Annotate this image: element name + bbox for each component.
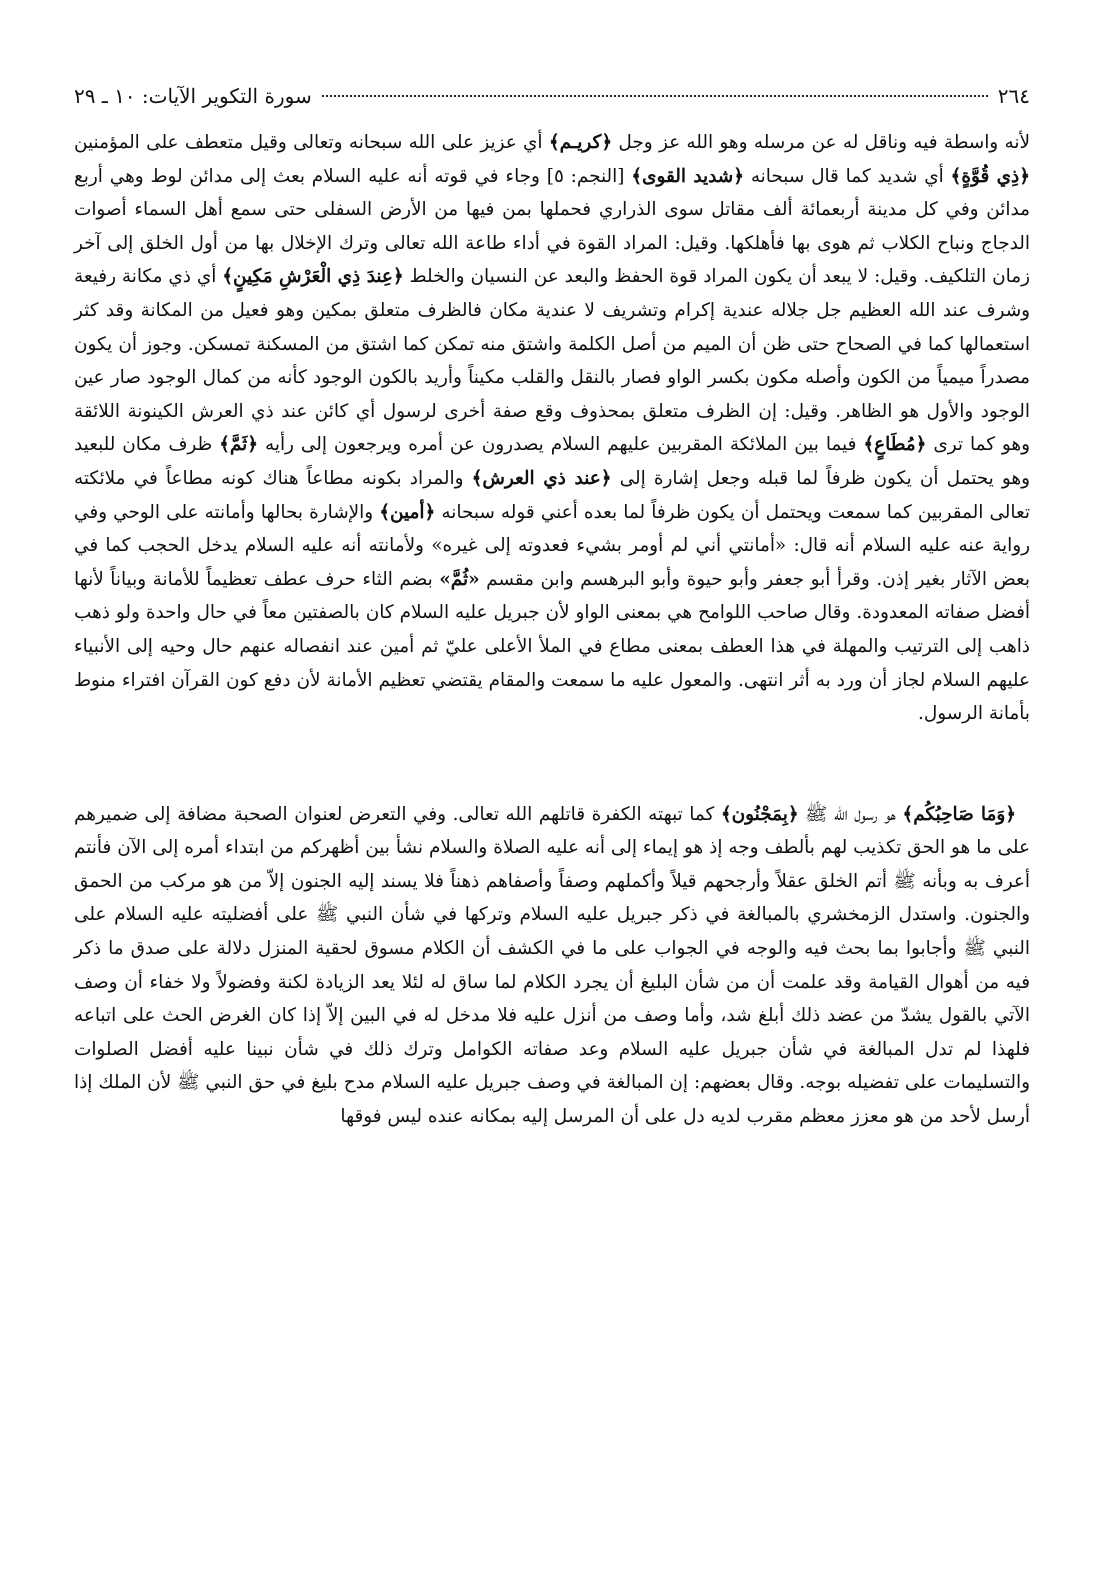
page-body (74, 126, 1030, 1134)
quran-quote: ﴿بِمَجْنُون﴾ (720, 803, 799, 825)
text-segment: بضم الثاء حرف عطف تعظيماً للأمانة وبياناً لأنها أفضل صفاته المعدودة. وقال صاحب اللوامح هي بمعنى الواو لأن جبريل عليه السلام كان بالصفتين معاً في حال واحدة ولو ذهب ذاهب إلى الترتيب والمهلة في هذا العطف بمعنى مطاع في الملأ الأعلى عليّ ثم أمين عند انفصاله عنهم حال وحيه إلى الأنبياء عليهم السلام لجاز أن ورد به أثر انتهى. والمعول عليه ما سمعت والمقام يقتضي تعظيم الأمانة لأن دفع كون القرآن افتراء منوط بأمانة الرسول. (74, 568, 1030, 725)
text-segment: لأنه واسطة فيه وناقل له عن مرسله وهو الله عز وجل (612, 132, 1030, 153)
quran-quote: ﴿أمين﴾ (379, 501, 436, 523)
header-title: سورة التكوير الآيات: ١٠ ـ ٢٩ (74, 84, 312, 108)
text-segment: ظرف مكان للبعيد وهو يحتمل أن يكون ظرفاً لما قبله وجعل إشارة إلى (74, 434, 1030, 489)
text-segment: [النجم: ٥] وجاء في قوته أنه عليه السلام بعث إلى مدائن لوط وهي أربع مدائن وفي كل مدينة أربعمائة ألف مقاتل سوى الذراري فحملها بمن فيها من الأرض السفلى حتى سمع أهل السماء أصوات الدجاج ونباح الكلاب ثم هوى بها فأهلكها. وقيل: المراد القوة في أداء طاعة الله تعالى وترك الإخلال بها من أول الخلق إلى آخر زمان التلكيف. وقيل: لا يبعد أن يكون المراد قوة الحفظ والبعد عن النسيان والخلط (74, 165, 1030, 288)
quran-quote: ﴿شديد القوى﴾ (631, 165, 744, 187)
quran-quote: ﴿كريـم﴾ (548, 132, 613, 153)
quran-quote: ﴿ثَمَّ﴾ (219, 434, 259, 456)
text-segment: والمراد بكونه مطاعاً هناك كونه مطاعاً في ملائكته تعالى المقربين كما سمعت ويحتمل أن يكون ظرفاً لما بعده أعني قوله سبحانه (74, 467, 1030, 523)
header-dot-leader (322, 95, 988, 97)
quran-quote: ﴿وَمَا صَاحِبُكُم﴾ (902, 803, 1016, 825)
text-segment: والإشارة بحالها وأمانته على الوحي وفي رواية عنه عليه السلام أنه قال: «أمانتي أني لم أومر بشيء فعدوته إلى غيره» ولأمانته أنه عليه السلام يدخل الحجب كما في بعض الآثار بغير إذن. وقرأ أبو جعفر وأبو حيوة وأبو البرهسم وابن مقسم (74, 501, 1030, 590)
paragraph-1 (74, 126, 1030, 731)
page-number: ٢٦٤ (997, 84, 1030, 108)
quran-quote: ﴿مُطَاعٍ﴾ (863, 434, 927, 456)
quran-quote: «ثُمَّ» (439, 568, 480, 590)
text-segment: فيما بين الملائكة المقربين عليهم السلام يصدرون عن أمره ويرجعون إلى رأيه (258, 434, 864, 456)
paragraph-2 (74, 798, 1030, 1134)
text-segment: أي ذي مكانة رفيعة وشرف عند الله العظيم جل جلاله عندية إكرام وتشريف لا عندية مكان فالظرف متعلق بمكين وهو فعيل من المكانة وقد كثر استعمالها كما في الصحاح حتى ظن أن الميم من أصل الكلمة واشتق منه تمكن كما اشتق من المسكنة تمسكن. وجوز أن يكون مصدراً ميمياً من الكون وأصله مكون بكسر الواو فصار بالنقل والقلب مكيناً وأريد بالكون الوجود كأنه من كمال الوجود صار عين الوجود والأول هو الظاهر. وقيل: إن الظرف متعلق بمحذوف وقع صفة أخرى لرسول أي كائن عند ذي العرش الكينونة اللائقة وهو كما ترى (74, 266, 1030, 456)
text-segment: هو رسول الله ﷺ (798, 803, 903, 825)
running-header (74, 84, 1030, 110)
quran-quote: ﴿ذِي قُوَّةٍ﴾ (950, 165, 1031, 187)
quran-quote: ﴿عند ذي العرش﴾ (471, 467, 612, 489)
text-segment: كما تبهته الكفرة قاتلهم الله تعالى. وفي التعرض لعنوان الصحبة مضافة إلى ضميرهم على ما هو الحق تكذيب لهم بألطف وجه إذ هو إيماء إلى أنه عليه الصلاة والسلام نشأ بين أظهركم من ابتداء أمره إلى الآن فأنتم أعرف به وبأنه ﷺ أتم الخلق عقلاً وأرجحهم قيلاً وأكملهم وصفاً وأصفاهم ذهناً فلا يسند إليه الجنون إلاّ من هو مركب من الحمق والجنون. واستدل الزمخشري بالمبالغة في ذكر جبريل عليه السلام وتركها في شأن النبي ﷺ على أفضليته عليه السلام على النبي ﷺ وأجابوا بما بحث فيه والوجه في الجواب على ما في الكشف أن الكلام مسوق لحقية المنزل دلالة على صدق ما ذكر فيه من أهوال القيامة وقد علمت أن من شأن البليغ أن يجرد الكلام لما ساق له لئلا يعد الزيادة لكنة وفضولاً ولا خفاء أن وصف الآتي بالقول يشدّ من عضد ذلك أبلغ شد، وأما وصف من أنزل عليه فلا مدخل له في البين إلاّ إذا كان الغرض الحث على اتباعه فلهذا لم تدل المبالغة في شأن جبريل عليه السلام وعد صفاته الكوامل وترك ذلك في شأن نبينا عليه أفضل الصلوات والتسليمات على تفضيله بوجه. وقال بعضهم: إن المبالغة في وصف جبريل عليه السلام مدح بليغ في حق النبي ﷺ لأن الملك إذا أرسل لأحد من هو معزز معظم مقرب لديه دل على أن المرسل إليه بمكانه عنده ليس فوقها (74, 803, 1030, 1128)
text-segment: أي شديد كما قال سبحانه (743, 165, 951, 187)
quran-quote: ﴿عِندَ ذِي الْعَرْشِ مَكِينٍ﴾ (222, 266, 404, 288)
text-segment: أي عزيز على الله سبحانه وتعالى وقيل متعطف على المؤمنين (74, 132, 549, 153)
